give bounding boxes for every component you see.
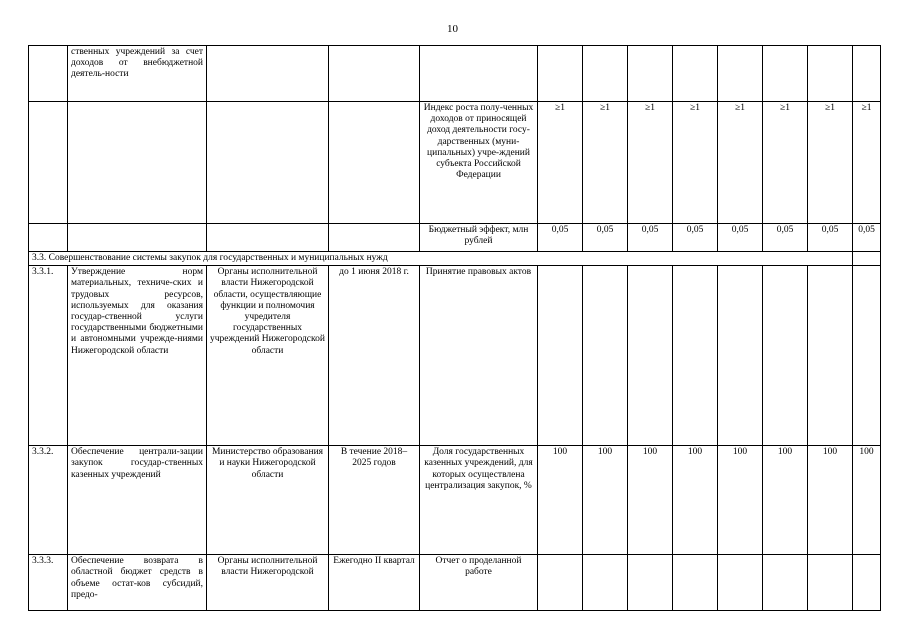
executor-cell: Органы исполнительной власти Нижегородской <box>207 555 329 611</box>
row-number <box>29 102 68 224</box>
value-cell <box>718 266 763 446</box>
result-cell: Индекс роста полу-ченных доходов от приносящей доход деятельности госу-дарственных (муни-ципальных) учре-ждений субъекта Российской Федерации <box>420 102 538 224</box>
value-cell: 0,05 <box>673 224 718 252</box>
value-cell <box>673 555 718 611</box>
table-row <box>29 46 881 102</box>
value-cell: 100 <box>763 446 808 555</box>
value-cell: 100 <box>538 446 583 555</box>
value-cell <box>718 555 763 611</box>
deadline-cell <box>329 224 420 252</box>
value-cell <box>538 555 583 611</box>
value-cell: 100 <box>628 446 673 555</box>
measures-table <box>28 45 881 611</box>
result-cell: Принятие правовых актов <box>420 266 538 446</box>
measure-cell: ственных учреждений за счет доходов от внебюджетной деятель-ности <box>68 46 207 102</box>
value-cell: ≥1 <box>628 102 673 224</box>
value-cell: 100 <box>718 446 763 555</box>
executor-cell: Министерство образования и науки Нижегородской области <box>207 446 329 555</box>
value-cell: ≥1 <box>853 102 881 224</box>
deadline-cell: Ежегодно II квартал <box>329 555 420 611</box>
value-cell <box>718 46 763 102</box>
value-cell <box>853 266 881 446</box>
measure-cell: Утверждение норм материальных, техниче-ских и трудовых ресурсов, используемых для оказания государ-ственной услуги государственными бюджетными и автономными учрежде-ниями Нижегородской области <box>68 266 207 446</box>
value-cell: 0,05 <box>853 224 881 252</box>
measure-cell: Обеспечение возврата в областной бюджет средств в объеме остат-ков субсидий, предо- <box>68 555 207 611</box>
deadline-cell <box>329 46 420 102</box>
executor-cell <box>207 46 329 102</box>
value-cell: 0,05 <box>763 224 808 252</box>
value-cell: ≥1 <box>718 102 763 224</box>
section-title: 3.3. Совершенствование системы закупок для государственных и муниципальных нужд <box>29 252 853 266</box>
value-cell <box>853 555 881 611</box>
value-cell: ≥1 <box>538 102 583 224</box>
result-cell: Доля государственных казенных учреждений, для которых осуществлена централизация закупок, % <box>420 446 538 555</box>
value-cell <box>538 266 583 446</box>
value-cell: ≥1 <box>763 102 808 224</box>
table-row <box>29 446 881 555</box>
result-cell: Бюджетный эффект, млн рублей <box>420 224 538 252</box>
deadline-cell: до 1 июня 2018 г. <box>329 266 420 446</box>
value-cell <box>628 46 673 102</box>
value-cell: ≥1 <box>808 102 853 224</box>
deadline-cell: В течение 2018–2025 годов <box>329 446 420 555</box>
value-cell <box>673 46 718 102</box>
value-cell <box>583 46 628 102</box>
result-cell: Отчет о проделанной работе <box>420 555 538 611</box>
row-number: 3.3.3. <box>29 555 68 611</box>
value-cell <box>808 46 853 102</box>
table-row <box>29 224 881 252</box>
value-cell <box>808 555 853 611</box>
section-tail-cell <box>853 252 881 266</box>
value-cell <box>538 46 583 102</box>
measure-cell: Обеспечение централи-зации закупок государ-ственных казенных учреждений <box>68 446 207 555</box>
value-cell <box>628 266 673 446</box>
table-row <box>29 555 881 611</box>
executor-cell <box>207 224 329 252</box>
row-number: 3.3.1. <box>29 266 68 446</box>
value-cell: ≥1 <box>583 102 628 224</box>
value-cell <box>583 555 628 611</box>
executor-cell: Органы исполнительной власти Нижегородской области, осуществляющие функции и полномочия учредителя государственных учреждений Нижегородской области <box>207 266 329 446</box>
value-cell: 100 <box>808 446 853 555</box>
value-cell <box>763 266 808 446</box>
row-number <box>29 224 68 252</box>
section-row <box>29 252 881 266</box>
table-row <box>29 266 881 446</box>
value-cell: 0,05 <box>583 224 628 252</box>
value-cell <box>853 46 881 102</box>
value-cell <box>808 266 853 446</box>
value-cell <box>673 266 718 446</box>
value-cell: ≥1 <box>673 102 718 224</box>
value-cell: 0,05 <box>718 224 763 252</box>
page-number: 10 <box>447 23 458 35</box>
measure-cell <box>68 224 207 252</box>
value-cell: 0,05 <box>538 224 583 252</box>
result-cell <box>420 46 538 102</box>
value-cell: 0,05 <box>808 224 853 252</box>
value-cell <box>583 266 628 446</box>
deadline-cell <box>329 102 420 224</box>
value-cell: 0,05 <box>628 224 673 252</box>
value-cell <box>628 555 673 611</box>
table-row <box>29 102 881 224</box>
row-number: 3.3.2. <box>29 446 68 555</box>
value-cell <box>763 46 808 102</box>
value-cell: 100 <box>853 446 881 555</box>
value-cell: 100 <box>673 446 718 555</box>
value-cell <box>763 555 808 611</box>
measure-cell <box>68 102 207 224</box>
executor-cell <box>207 102 329 224</box>
value-cell: 100 <box>583 446 628 555</box>
row-number <box>29 46 68 102</box>
